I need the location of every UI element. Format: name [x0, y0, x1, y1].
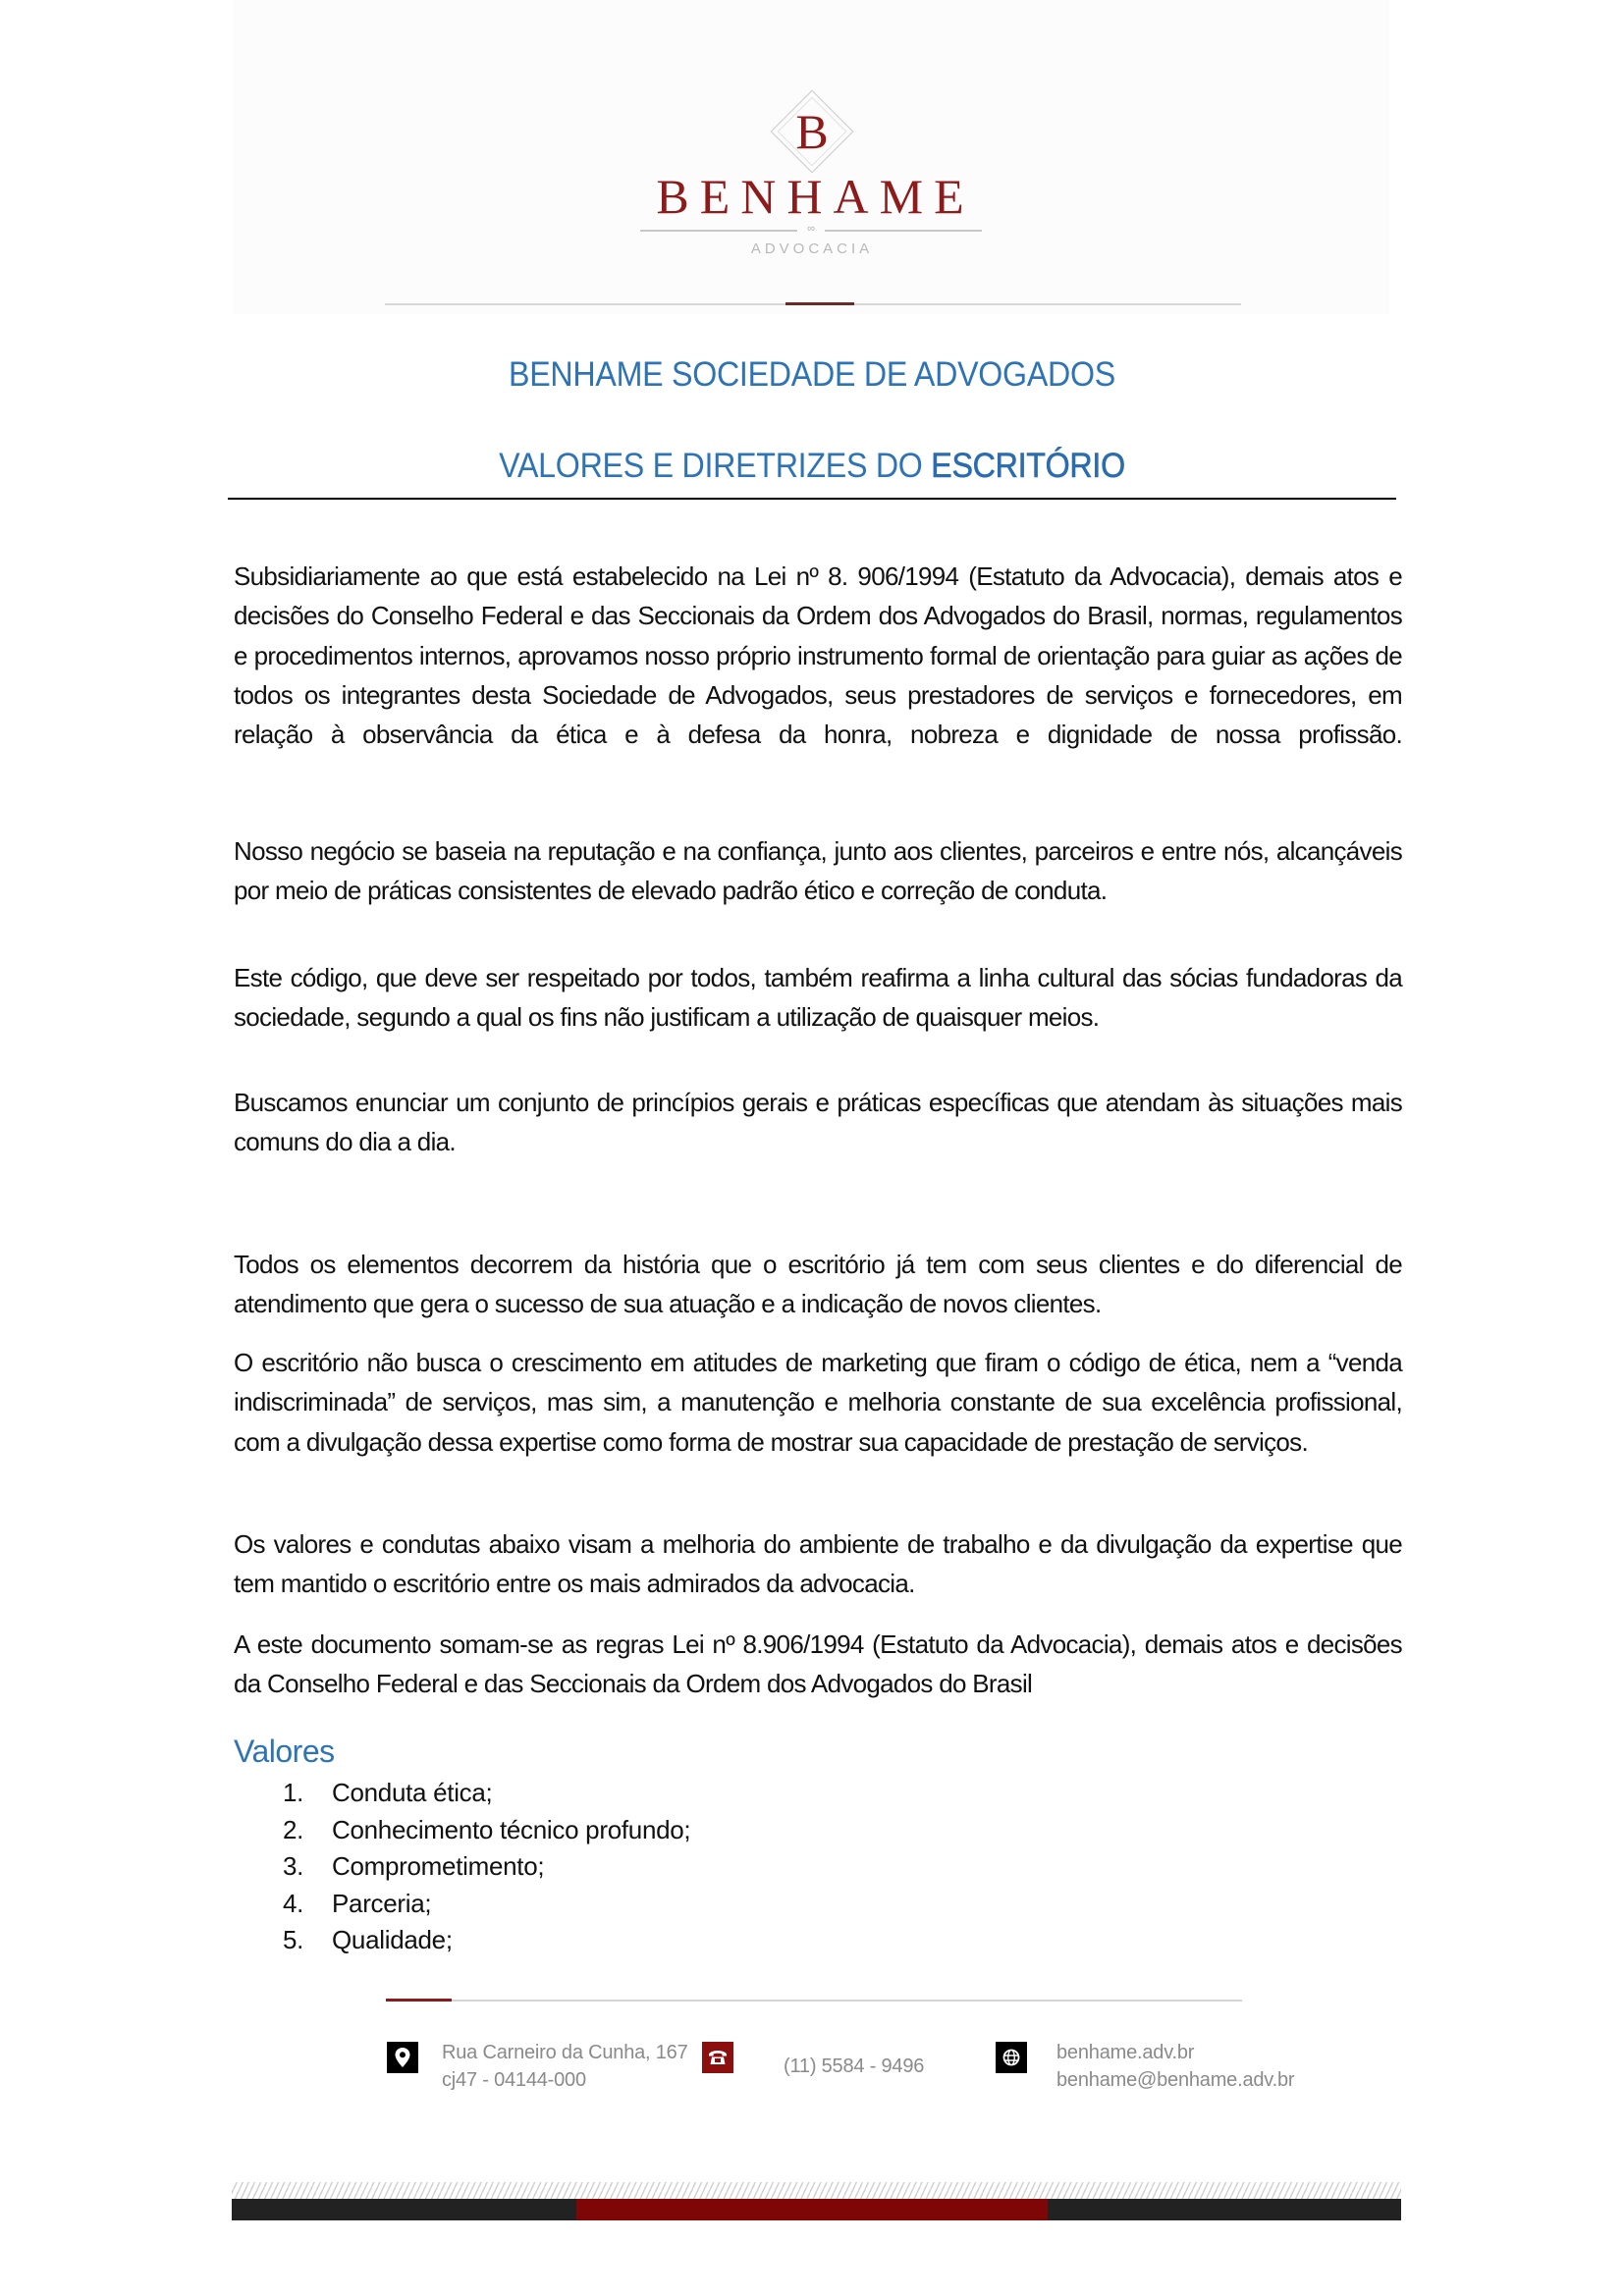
logo-monogram: B — [795, 104, 829, 159]
footer-band-hatch — [232, 2182, 1401, 2199]
paragraph-text: A este documento somam-se as regras Lei nº 8.906/1994 (Estatuto da Advocacia), demais atos e decisões da Conselho Federal e das Seccionais da Ordem dos Advogados do Brasil — [234, 1629, 1402, 1699]
footer-divider-accent — [386, 1999, 452, 2002]
globe-icon — [996, 2042, 1027, 2073]
logo-subtitle: ADVOCACIA — [750, 240, 874, 257]
location-pin-icon — [387, 2042, 418, 2073]
list-item-number: 3. — [283, 1851, 304, 1881]
logo-ornament-icon: ∞ — [807, 223, 815, 235]
footer-address — [442, 2039, 688, 2094]
subtitle-emphasis: ESCRITÓRIO — [931, 447, 1125, 485]
logo-wordmark: BENHAME — [656, 169, 975, 224]
paragraph-growth — [234, 1343, 1402, 1462]
section-heading-values: Valores — [234, 1734, 335, 1769]
paragraph-text: O escritório não busca o crescimento em atitudes de marketing que firam o código de ética, nem a “venda indiscriminada” de serviços, mas sim, a manutenção e melhoria constante de sua excelência profissional, com a divulgação dessa expertise como forma de mostrar sua capacidade de prestação de serviços. — [234, 1348, 1402, 1457]
list-item — [283, 1922, 690, 1959]
list-item-label: Comprometimento; — [332, 1851, 545, 1881]
paragraph-text: Buscamos enunciar um conjunto de princípios gerais e práticas específicas que atendam às situações mais comuns do dia a dia. — [234, 1088, 1402, 1157]
paragraph-intro — [234, 557, 1402, 754]
paragraph-text: Subsidiariamente ao que está estabelecido na Lei nº 8. 906/1994 (Estatuto da Advocacia), demais atos e decisões do Conselho Federal e das Seccionais da Ordem dos Advogados do Brasil, normas, regulamentos e procedimentos internos, aprovamos nosso próprio instrumento formal de orientação para guiar as ações de todos os integrantes desta Sociedade de Advogados, seus prestadores de serviços e fornecedores, em relação à observância da ética e à defesa da honra, nobreza e dignidade de nossa profissão. — [234, 561, 1402, 750]
title-rule — [228, 498, 1396, 500]
paragraph-values-intro — [234, 1524, 1402, 1604]
list-item-label: Conhecimento técnico profundo; — [332, 1814, 691, 1844]
paragraph-rules — [234, 1625, 1402, 1704]
list-item-number: 2. — [283, 1814, 304, 1844]
footer-band-red — [576, 2199, 1048, 2220]
footer-divider — [386, 2000, 1242, 2002]
paragraph-principles — [234, 1083, 1402, 1162]
footer-website-link[interactable]: benhame.adv.br — [1056, 2042, 1195, 2063]
list-item-number: 1. — [283, 1778, 304, 1807]
paragraph-text: Os valores e condutas abaixo visam a melhoria do ambiente de trabalho e da divulgação da expertise que tem mantido o escritório entre os mais admirados da advocacia. — [234, 1529, 1402, 1599]
address-line-2: cj47 - 04144-000 — [442, 2069, 586, 2091]
footer-web — [1056, 2039, 1294, 2094]
paragraph-text: Este código, que deve ser respeitado por todos, também reafirma a linha cultural das sócias fundadoras da sociedade, segundo a qual os fins não justificam a utilização de quaisquer meios. — [234, 963, 1402, 1033]
paragraph-text: Todos os elementos decorrem da história que o escritório já tem com seus clientes e do diferencial de atendimento que gera o sucesso de sua atuação e a indicação de novos clientes. — [234, 1250, 1402, 1319]
list-item-label: Parceria; — [332, 1888, 432, 1918]
paragraph-code — [234, 958, 1402, 1038]
address-line-1: Rua Carneiro da Cunha, 167 — [442, 2042, 688, 2063]
list-item-label: Conduta ética; — [332, 1778, 493, 1807]
list-item — [283, 1775, 690, 1812]
document-subtitle — [275, 447, 1350, 486]
logo-rule-left — [640, 230, 797, 232]
footer-phone[interactable]: (11) 5584 - 9496 — [784, 2056, 925, 2077]
list-item-number: 4. — [283, 1888, 304, 1918]
list-item — [283, 1848, 690, 1886]
footer-email-link[interactable]: benhame@benhame.adv.br — [1056, 2069, 1295, 2091]
phone-icon — [702, 2042, 733, 2073]
list-item — [283, 1886, 690, 1923]
subtitle-prefix: VALORES E DIRETRIZES DO — [499, 447, 932, 485]
list-item — [283, 1812, 690, 1849]
values-list — [283, 1775, 690, 1959]
paragraph-history — [234, 1245, 1402, 1324]
paragraph-reputation — [234, 831, 1402, 911]
paragraph-text: Nosso negócio se baseia na reputação e na confiança, junto aos clientes, parceiros e entre nós, alcançáveis por meio de práticas consistentes de elevado padrão ético e correção de conduta. — [234, 836, 1402, 906]
list-item-number: 5. — [283, 1925, 304, 1954]
header-divider-accent — [785, 302, 854, 305]
list-item-label: Qualidade; — [332, 1925, 453, 1954]
document-title: BENHAME SOCIEDADE DE ADVOGADOS — [509, 355, 1115, 394]
logo-rule-right — [825, 230, 982, 232]
